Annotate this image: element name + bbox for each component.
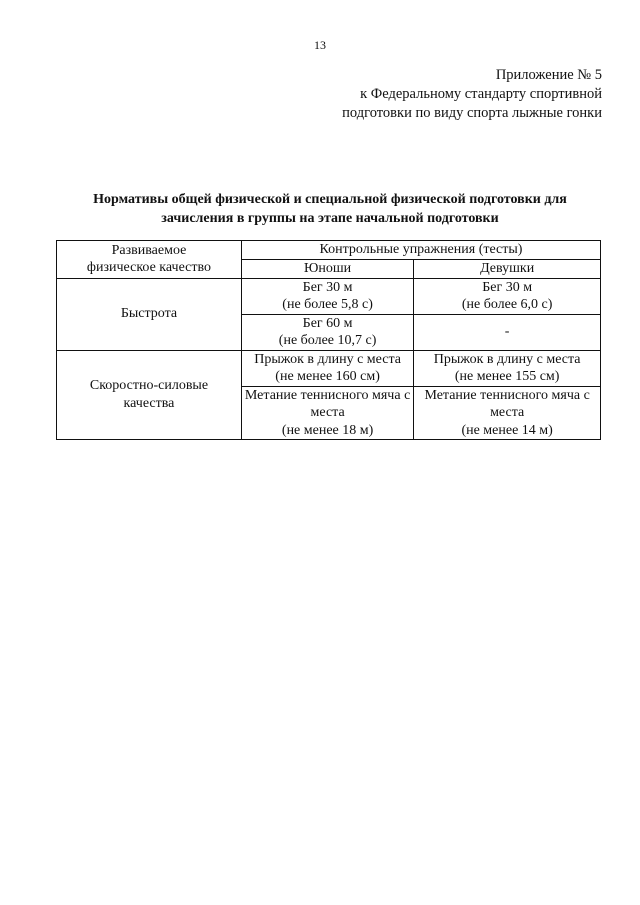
table-row xyxy=(57,278,601,314)
norms-table xyxy=(56,240,601,440)
appendix-line: Приложение № 5 xyxy=(495,67,602,83)
quality-cell-speed xyxy=(57,278,242,350)
header-quality-cell xyxy=(57,241,242,279)
girls-test-cell xyxy=(414,278,601,314)
quality-line: качества xyxy=(123,395,175,411)
test-line: (не менее 155 см) xyxy=(454,369,560,384)
test-line: Метание теннисного мяча с xyxy=(244,387,411,403)
test-line: Бег 30 м xyxy=(482,279,533,295)
test-line: места xyxy=(490,405,525,420)
boys-test-cell xyxy=(241,314,413,350)
title-line: зачисления в группы на этапе начальной подготовки xyxy=(161,211,499,226)
test-line: Бег 60 м xyxy=(302,315,353,331)
document-title xyxy=(40,190,620,228)
table-row xyxy=(57,350,601,386)
test-line: Прыжок в длину с места xyxy=(254,351,401,367)
test-line: (не менее 160 см) xyxy=(275,369,380,384)
quality-cell-speed-strength xyxy=(57,350,242,440)
test-line: Метание теннисного мяча с xyxy=(424,387,590,403)
boys-test-cell xyxy=(241,278,413,314)
quality-line: Быстрота xyxy=(120,306,178,322)
header-girls-cell: Девушки xyxy=(414,260,601,279)
appendix-line: подготовки по виду спорта лыжные гонки xyxy=(342,105,602,121)
test-line: Бег 30 м xyxy=(302,279,353,295)
appendix-line: к Федеральному стандарту спортивной xyxy=(360,86,602,102)
test-line: - xyxy=(504,324,510,340)
test-line: (не более 6,0 с) xyxy=(461,297,553,312)
test-line: (не менее 14 м) xyxy=(461,422,553,438)
test-line: места xyxy=(310,405,345,420)
test-line: (не более 10,7 с) xyxy=(278,333,377,348)
header-quality-line: физическое качество xyxy=(86,260,211,276)
page-number: 13 xyxy=(314,38,326,52)
test-line: (не менее 18 м) xyxy=(281,422,374,438)
header-quality-line: Развиваемое xyxy=(111,242,187,258)
girls-test-cell xyxy=(414,350,601,386)
header-boys-cell: Юноши xyxy=(241,260,413,279)
girls-test-cell xyxy=(414,386,601,440)
appendix-reference xyxy=(342,66,602,123)
test-line: Прыжок в длину с места xyxy=(433,351,581,367)
quality-line: Скоростно-силовые xyxy=(89,378,209,394)
header-row xyxy=(57,241,601,260)
boys-test-cell xyxy=(241,386,413,440)
boys-test-cell xyxy=(241,350,413,386)
title-line: Нормативы общей физической и специальной физической подготовки для xyxy=(93,192,567,207)
test-line: (не более 5,8 с) xyxy=(282,297,373,312)
girls-test-cell xyxy=(414,314,601,350)
header-tests-cell: Контрольные упражнения (тесты) xyxy=(241,241,600,260)
